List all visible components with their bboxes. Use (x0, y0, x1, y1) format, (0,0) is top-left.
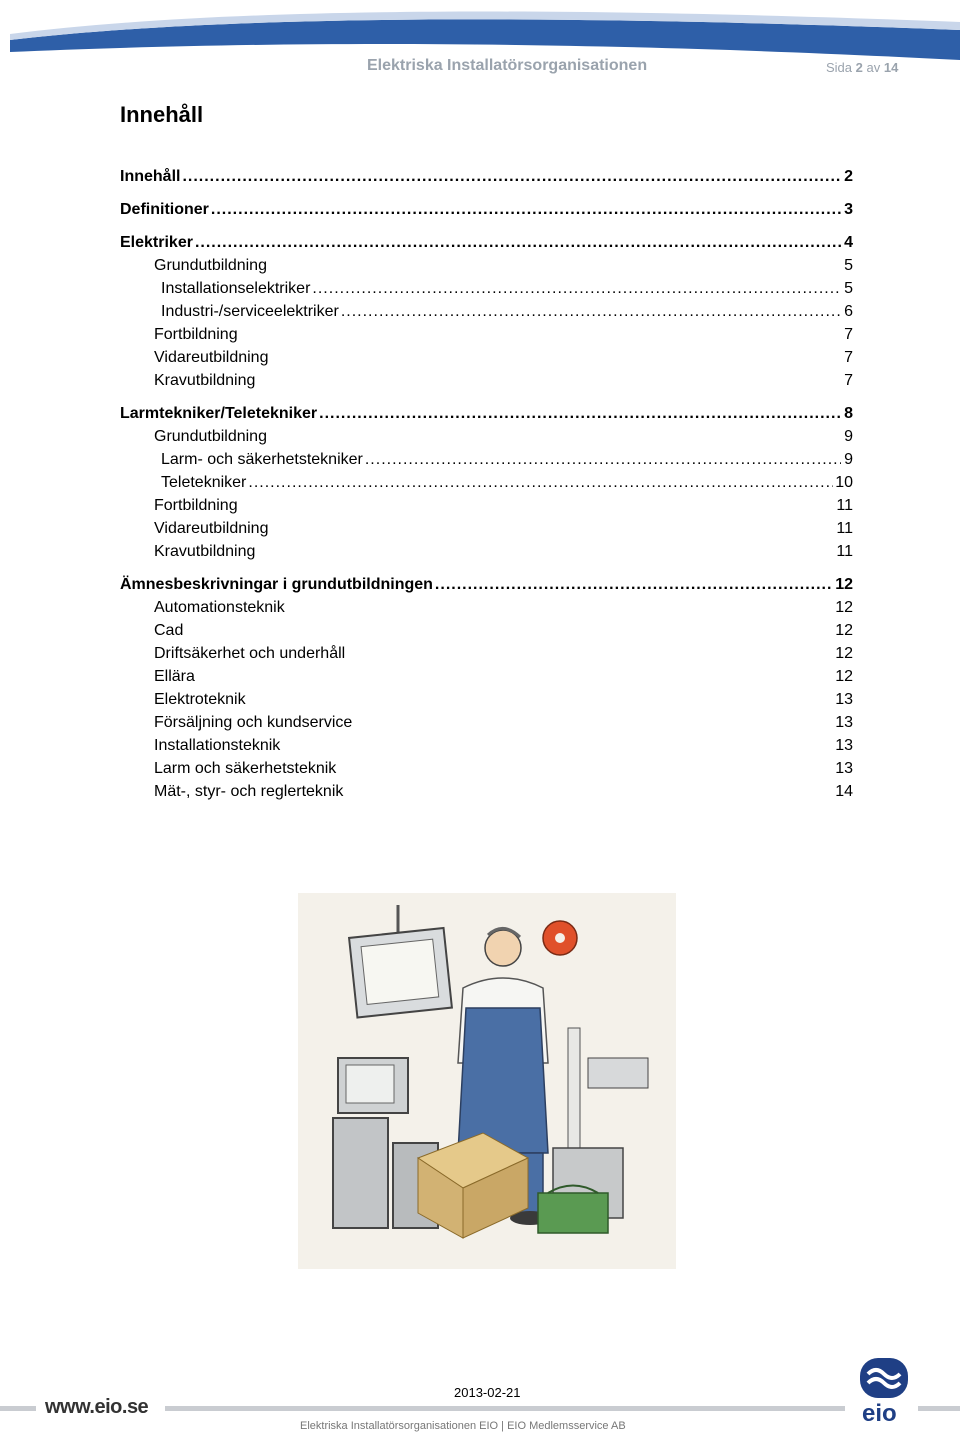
toc-entry[interactable] (120, 642, 853, 665)
toc-entry-page: 13 (835, 691, 853, 708)
toc-entry-label: Grundutbildning (154, 257, 267, 274)
toc-entry-label: Installationselektriker (161, 280, 311, 297)
toc-entry[interactable] (120, 323, 853, 346)
toc-entry-page: 13 (835, 760, 853, 777)
page-sep: av (866, 60, 881, 75)
toc-dot-leader (195, 231, 841, 254)
header-wave-band (0, 0, 960, 60)
toc-entry-page: 7 (844, 326, 853, 343)
toc-dot-leader (435, 573, 833, 596)
electrician-illustration (298, 893, 676, 1269)
toc-entry-label: Ellära (154, 668, 195, 685)
toc-entry-page: 4 (844, 234, 853, 251)
toc-entry[interactable] (120, 711, 853, 734)
toc-entry-label: Definitioner (120, 201, 209, 218)
toc-entry[interactable] (120, 198, 853, 221)
toc-entry[interactable] (120, 665, 853, 688)
toc-entry-page: 12 (835, 599, 853, 616)
toc-entry-page: 5 (844, 257, 853, 274)
toc-entry-label: Installationsteknik (154, 737, 281, 754)
toc-dot-leader (341, 300, 841, 323)
toc-entry[interactable] (120, 734, 853, 757)
footer-org-line: Elektriska Installatörsorganisationen EIO | EIO Medlemsservice AB (300, 1420, 626, 1432)
toc-entry-label: Automationsteknik (154, 599, 285, 616)
toc-entry-page: 3 (844, 201, 853, 218)
toc-entry-page: 2 (844, 168, 853, 185)
toc-entry-label: Vidareutbildning (154, 520, 269, 537)
toc-entry-page: 8 (844, 405, 853, 422)
toc-entry[interactable] (120, 448, 853, 471)
toc-entry-label: Driftsäkerhet och underhåll (154, 645, 346, 662)
toc-entry[interactable] (120, 688, 853, 711)
toc-entry-page: 12 (835, 576, 853, 593)
toc-entry-label: Kravutbildning (154, 372, 256, 389)
page-prefix: Sida (826, 60, 853, 75)
toc-entry-label: Kravutbildning (154, 543, 256, 560)
toc-entry[interactable] (120, 346, 853, 369)
footer-divider (165, 1406, 845, 1411)
toc-entry-page: 13 (835, 737, 853, 754)
toc-entry-label: Försäljning och kundservice (154, 714, 353, 731)
toc-entry[interactable] (120, 517, 853, 540)
toc-entry-page: 10 (835, 474, 853, 491)
toc-entry[interactable] (120, 780, 853, 803)
toc-entry[interactable] (120, 619, 853, 642)
toc-entry-page: 7 (844, 349, 853, 366)
toc-entry-page: 14 (835, 783, 853, 800)
toc-entry-page: 12 (835, 622, 853, 639)
toc-dot-leader (312, 277, 841, 300)
toc-entry-page: 7 (844, 372, 853, 389)
footer-website[interactable]: www.eio.se (45, 1396, 149, 1418)
toc-entry[interactable] (120, 494, 853, 517)
toc-entry-page: 13 (835, 714, 853, 731)
page-title: Innehåll (120, 102, 204, 127)
toc-entry-label: Larm- och säkerhetstekniker (161, 451, 363, 468)
page-current: 2 (855, 60, 863, 75)
toc-entry-label: Fortbildning (154, 497, 238, 514)
header-page-number (826, 60, 898, 75)
table-of-contents (120, 165, 853, 803)
toc-dot-leader (211, 198, 841, 221)
toc-entry-label: Ämnesbeskrivningar i grundutbildningen (120, 576, 433, 593)
toc-entry-label: Mät-, styr- och reglerteknik (154, 783, 344, 800)
toc-entry-label: Larm och säkerhetsteknik (154, 760, 337, 777)
toc-entry[interactable] (120, 596, 853, 619)
toc-entry[interactable] (120, 425, 853, 448)
toc-entry-page: 11 (836, 520, 853, 537)
toc-entry-label: Fortbildning (154, 326, 238, 343)
toc-entry[interactable] (120, 369, 853, 392)
footer-divider-right (918, 1406, 960, 1411)
toc-entry-page: 5 (844, 280, 853, 297)
toc-entry[interactable] (120, 254, 853, 277)
toc-entry[interactable] (120, 165, 853, 188)
page-total: 14 (883, 60, 899, 75)
toc-entry-label: Larmtekniker/Teletekniker (120, 405, 318, 422)
toc-entry[interactable] (120, 540, 853, 563)
toc-entry-page: 12 (835, 645, 853, 662)
toc-entry-label: Teletekniker (161, 474, 247, 491)
toc-entry-page: 11 (836, 497, 853, 514)
toc-entry[interactable] (120, 231, 853, 254)
toc-entry-label: Grundutbildning (154, 428, 267, 445)
toc-entry[interactable] (120, 573, 853, 596)
toc-entry-page: 12 (835, 668, 853, 685)
toc-entry[interactable] (120, 471, 853, 494)
toc-entry-page: 11 (836, 543, 853, 560)
toc-entry-page: 9 (844, 428, 853, 445)
toc-entry-label: Elektriker (120, 234, 193, 251)
toc-entry-label: Elektroteknik (154, 691, 246, 708)
toc-entry-page: 6 (844, 303, 853, 320)
toc-entry-label: Innehåll (120, 168, 181, 185)
toc-dot-leader (248, 471, 833, 494)
footer-divider-left (0, 1406, 36, 1411)
eio-logo-text: eio (862, 1400, 897, 1427)
toc-dot-leader (319, 402, 841, 425)
footer-date: 2013-02-21 (454, 1385, 521, 1400)
toc-entry-label: Cad (154, 622, 184, 639)
header-org-name: Elektriska Installatörsorganisationen (367, 57, 648, 74)
toc-dot-leader (365, 448, 841, 471)
toc-entry-label: Industri-/serviceelektriker (161, 303, 339, 320)
toc-entry[interactable] (120, 402, 853, 425)
toc-entry-label: Vidareutbildning (154, 349, 269, 366)
toc-dot-leader (182, 165, 841, 188)
toc-entry-page: 9 (844, 451, 853, 468)
toc-entry[interactable] (120, 277, 853, 300)
toc-entry[interactable] (120, 757, 853, 780)
toc-entry[interactable] (120, 300, 853, 323)
